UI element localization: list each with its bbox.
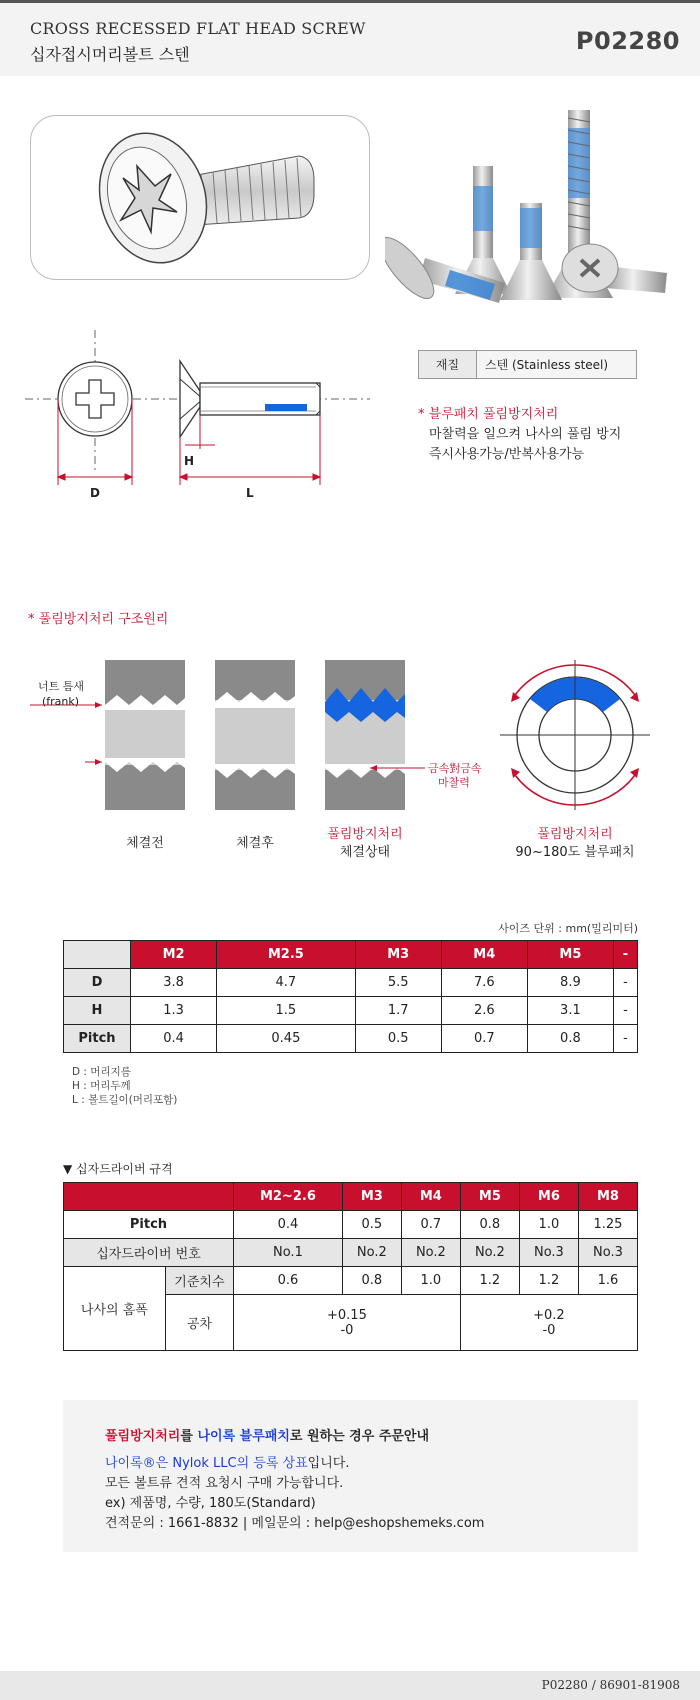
screw-sketch-image <box>30 115 370 280</box>
table-cell: No.3 <box>578 1239 637 1267</box>
notice-headline-rest: 로 원하는 경우 주문안내 <box>289 1429 430 1444</box>
product-title-ko: 십자접시머리볼트 스텐 <box>30 45 190 64</box>
legend-item: L : 볼트길이(머리포함) <box>72 1094 178 1106</box>
principle-diagram <box>30 650 680 875</box>
notice-headline-particle: 를 <box>180 1429 198 1444</box>
table-row <box>64 1211 638 1239</box>
table-row <box>64 1025 638 1053</box>
caption-patch: 풀림방지처리 <box>537 827 613 842</box>
friction-sub-label: 마찰력 <box>438 776 470 789</box>
caption-patch-sub: 90~180도 블루패치 <box>515 845 635 860</box>
pitch-row-header: Pitch <box>64 1211 234 1239</box>
table-cell: 0.4 <box>234 1211 343 1239</box>
table-cell: No.2 <box>401 1239 460 1267</box>
notice-headline-nylok: 나이록 블루패치 <box>197 1429 290 1444</box>
tolerance-cell <box>460 1295 637 1351</box>
size-header-cell: M3 <box>355 941 441 969</box>
table-cell: 1.0 <box>401 1267 460 1295</box>
driver-header-cell: M8 <box>578 1183 637 1211</box>
table-cell: 1.2 <box>460 1267 519 1295</box>
tolerance-plus: +0.2 <box>533 1307 565 1323</box>
footer-code: P02280 / 86901-81908 <box>541 1678 680 1692</box>
table-cell: 5.5 <box>355 969 441 997</box>
dimension-legend <box>72 1065 177 1107</box>
principle-title: * 풀림방지처리 구조원리 <box>28 612 169 627</box>
tolerance-cell <box>234 1295 461 1351</box>
table-cell: No.2 <box>460 1239 519 1267</box>
material-key: 재질 <box>419 351 477 379</box>
tol-row-header: 공차 <box>165 1295 233 1351</box>
size-table <box>63 940 638 1053</box>
legend-item: D : 머리지름 <box>72 1066 131 1078</box>
feature-description <box>418 405 688 465</box>
std-row-header: 기준치수 <box>165 1267 233 1295</box>
screw-photo-image <box>385 108 675 308</box>
size-header-cell: M2.5 <box>217 941 356 969</box>
feature-line-2: 즉시사용가능/반복사용가능 <box>429 447 585 462</box>
table-cell: No.1 <box>234 1239 343 1267</box>
table-cell: 0.7 <box>441 1025 527 1053</box>
caption-treated: 풀림방지처리 <box>327 827 403 842</box>
driver-header-cell: M6 <box>519 1183 578 1211</box>
table-row <box>64 969 638 997</box>
size-header-blank <box>64 941 131 969</box>
material-table <box>418 350 637 379</box>
driver-header-cell: M4 <box>401 1183 460 1211</box>
table-row <box>64 1239 638 1267</box>
table-cell: 0.8 <box>460 1211 519 1239</box>
friction-label: 금속對금속 <box>428 762 482 775</box>
driver-table <box>63 1182 638 1351</box>
row-header: Pitch <box>64 1025 131 1053</box>
table-cell: 3.1 <box>527 997 613 1025</box>
page-header <box>0 0 700 76</box>
notice-purchase: 모든 볼트류 견적 요청시 구매 가능합니다. <box>105 1476 344 1491</box>
notice-headline-treatment: 풀림방지처리 <box>105 1429 181 1444</box>
table-row <box>64 1267 638 1295</box>
tolerance-minus: -0 <box>340 1322 354 1338</box>
notice-trademark-end: 입니다. <box>307 1456 350 1471</box>
notice-contact: 견적문의 : 1661-8832 | 메일문의 : help@eshopshemeks.com <box>105 1516 485 1531</box>
product-code: P02280 <box>575 27 680 55</box>
driver-table-title: ▼ 십자드라이버 규격 <box>63 1162 173 1176</box>
table-cell: No.2 <box>342 1239 401 1267</box>
table-row <box>64 997 638 1025</box>
notice-headline <box>105 1425 429 1444</box>
nut-gap-label: 너트 틈새 <box>38 680 85 693</box>
table-cell: 0.45 <box>217 1025 356 1053</box>
table-cell: 0.7 <box>401 1211 460 1239</box>
table-cell: 8.9 <box>527 969 613 997</box>
table-cell: 0.8 <box>527 1025 613 1053</box>
tolerance-minus: -0 <box>542 1322 556 1338</box>
table-cell: 1.6 <box>578 1267 637 1295</box>
driver-header-cell: M3 <box>342 1183 401 1211</box>
notice-trademark <box>105 1452 349 1471</box>
feature-title: * 블루패치 풀림방지처리 <box>418 407 559 422</box>
driver-header-blank <box>64 1183 234 1211</box>
table-cell: 1.2 <box>519 1267 578 1295</box>
material-value: 스텐 (Stainless steel) <box>477 351 637 379</box>
groove-row-header: 나사의 홈폭 <box>64 1267 166 1351</box>
table-cell: 1.7 <box>355 997 441 1025</box>
product-title-en: CROSS RECESSED FLAT HEAD SCREW <box>30 19 366 38</box>
table-cell: - <box>613 969 637 997</box>
table-cell: 1.5 <box>217 997 356 1025</box>
table-cell: 4.7 <box>217 969 356 997</box>
size-header-cell: - <box>613 941 637 969</box>
tolerance-plus: +0.15 <box>327 1307 367 1323</box>
table-cell: 1.25 <box>578 1211 637 1239</box>
caption-after: 체결후 <box>236 836 274 851</box>
table-cell: No.3 <box>519 1239 578 1267</box>
table-cell: 0.4 <box>131 1025 217 1053</box>
diameter-label: D <box>90 486 100 500</box>
length-label: L <box>246 486 254 500</box>
notice-example: ex) 제품명, 수량, 180도(Standard) <box>105 1496 316 1511</box>
table-cell: - <box>613 997 637 1025</box>
row-header: D <box>64 969 131 997</box>
dimension-diagram <box>25 325 370 505</box>
driver-header-cell: M2~2.6 <box>234 1183 343 1211</box>
page-footer <box>0 1671 700 1700</box>
table-cell: - <box>613 1025 637 1053</box>
caption-before: 체결전 <box>126 836 164 851</box>
table-cell: 0.8 <box>342 1267 401 1295</box>
table-cell: 0.6 <box>234 1267 343 1295</box>
caption-treated-sub: 체결상태 <box>339 845 391 860</box>
notice-trademark-text: 나이록®은 Nylok LLC의 등록 상표 <box>105 1456 308 1471</box>
legend-item: H : 머리두께 <box>72 1080 131 1092</box>
size-header-cell: M5 <box>527 941 613 969</box>
row-header: H <box>64 997 131 1025</box>
size-header-cell: M4 <box>441 941 527 969</box>
table-cell: 3.8 <box>131 969 217 997</box>
head-height-label: H <box>184 454 195 468</box>
table-cell: 0.5 <box>355 1025 441 1053</box>
table-cell: 7.6 <box>441 969 527 997</box>
table-cell: 0.5 <box>342 1211 401 1239</box>
unit-note: 사이즈 단위 : mm(밀리미터) <box>498 922 638 935</box>
size-header-cell: M2 <box>131 941 217 969</box>
table-cell: 1.3 <box>131 997 217 1025</box>
nut-gap-sub-label: (frank) <box>42 695 80 708</box>
order-notice <box>63 1400 638 1552</box>
table-cell: 1.0 <box>519 1211 578 1239</box>
table-cell: 2.6 <box>441 997 527 1025</box>
feature-line-1: 마찰력을 일으켜 나사의 풀림 방지 <box>429 427 622 442</box>
driver-header-cell: M5 <box>460 1183 519 1211</box>
driver-row-header: 십자드라이버 번호 <box>64 1239 234 1267</box>
